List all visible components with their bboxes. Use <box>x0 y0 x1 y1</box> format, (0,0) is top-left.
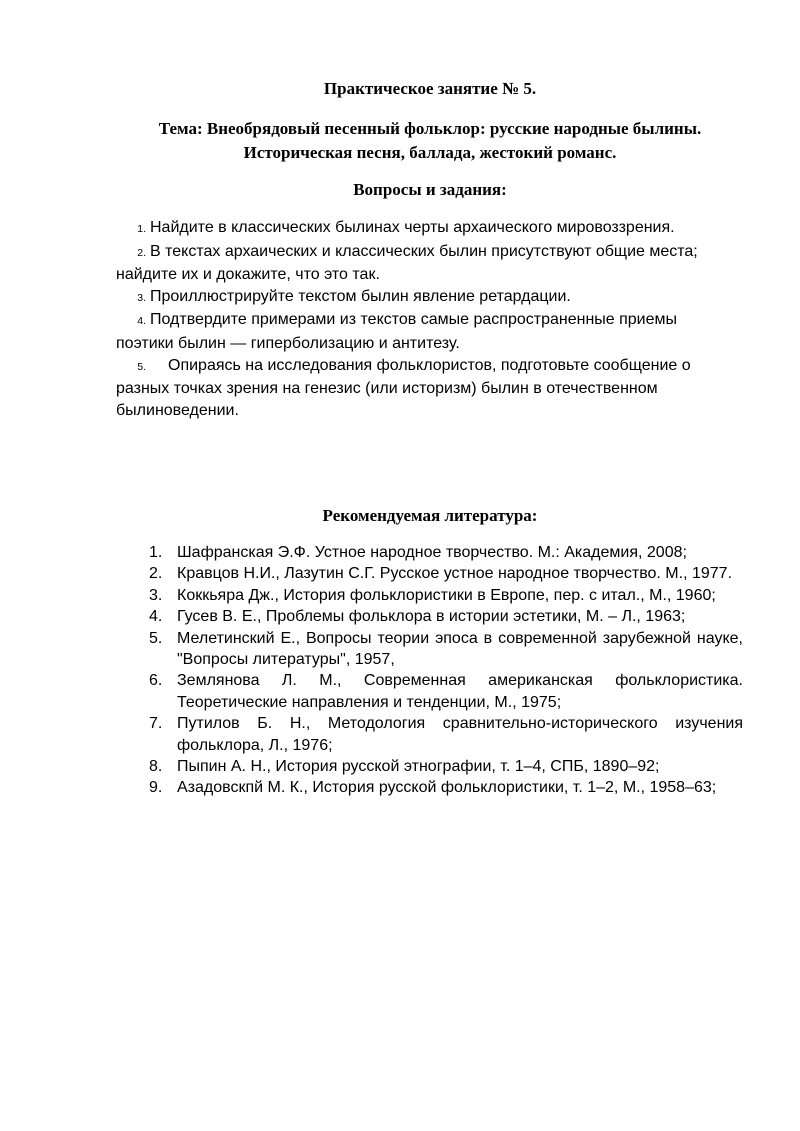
task-item <box>116 286 716 310</box>
literature-item <box>149 713 743 756</box>
task-item <box>116 241 716 286</box>
literature-text: Шафранская Э.Ф. Устное народное творчество. М.: Академия, 2008; <box>177 544 687 561</box>
literature-text: Гусев В. Е., Проблемы фольклора в истории эстетики, М. – Л., 1963; <box>177 608 686 626</box>
task-text: Проиллюстрируйте текстом былин явление ретардации. <box>150 287 571 305</box>
literature-item <box>149 542 743 563</box>
literature-text: Путилов Б. Н., Методология сравнительно-исторического изучения фольклора, Л., 1976; <box>177 715 743 754</box>
task-text: Найдите в классических былинах черты архаического мировоззрения. <box>150 219 675 236</box>
literature-text: Землянова Л. М., Современная американская фольклористика. Теоретические направления и тенденции, М., 1975; <box>177 672 743 711</box>
literature-number: 8. <box>149 758 163 776</box>
literature-number: 2. <box>149 565 163 583</box>
task-text: Подтвердите примерами из текстов самые распространенные приемы поэтики былин — гиперболизацию и антитезу. <box>116 311 678 352</box>
literature-item <box>149 670 743 713</box>
literature-item <box>149 628 743 671</box>
task-text: Опираясь на исследования фольклористов, подготовьте сообщение о разных точках зрения на генезис (или историзм) былин в отечественном былиноведении. <box>116 356 691 419</box>
literature-number: 7. <box>149 715 163 733</box>
literature-number: 6. <box>149 672 163 690</box>
literature-text: Пыпин А. Н., История русской этнографии, т. 1–4, СПБ, 1890–92; <box>177 758 660 776</box>
literature-list <box>149 542 743 799</box>
literature-number: 3. <box>149 586 163 604</box>
tasks-list <box>116 217 716 421</box>
literature-number: 4. <box>149 608 163 626</box>
task-number: 4. <box>137 315 146 328</box>
literature-text: Азадовскпй М. К., История русской фольклористики, т. 1–2, М., 1958–63; <box>177 779 717 797</box>
literature-number: 5. <box>149 629 163 647</box>
task-number: 5. <box>137 360 146 373</box>
task-item <box>116 309 716 354</box>
literature-item <box>149 777 743 798</box>
literature-item <box>149 756 743 777</box>
task-number: 3. <box>137 291 146 304</box>
task-number: 1. <box>137 223 146 235</box>
questions-heading: Вопросы и задания: <box>353 180 507 199</box>
task-item <box>116 355 716 422</box>
literature-item <box>149 585 743 606</box>
practice-title: Практическое занятие № 5. <box>323 79 537 98</box>
task-item <box>116 217 716 241</box>
task-number: 2. <box>137 246 146 259</box>
literature-item <box>149 606 743 627</box>
literature-text: Кравцов Н.И., Лазутин С.Г. Русское устное народное творчество. М., 1977. <box>177 565 733 583</box>
topic-line-1: Тема: Внеобрядовый песенный фольклор: русские народные былины. <box>158 119 702 138</box>
literature-heading: Рекомендуемая литература: <box>322 506 538 525</box>
literature-number: 9. <box>149 779 163 797</box>
topic-line-2: Историческая песня, баллада, жестокий романс. <box>243 143 617 162</box>
literature-text: Мелетинский Е., Вопросы теории эпоса в современной зарубежной науке, "Вопросы литературы", 1957, <box>177 629 743 669</box>
literature-text: Коккьяра Дж., История фольклористики в Европе, пер. с итал., М., 1960; <box>177 586 716 604</box>
literature-number: 1. <box>149 544 163 561</box>
task-text: В текстах архаических и классических былин присутствуют общие места; найдите их и докажите, что это так. <box>116 242 698 284</box>
literature-item <box>149 563 743 584</box>
